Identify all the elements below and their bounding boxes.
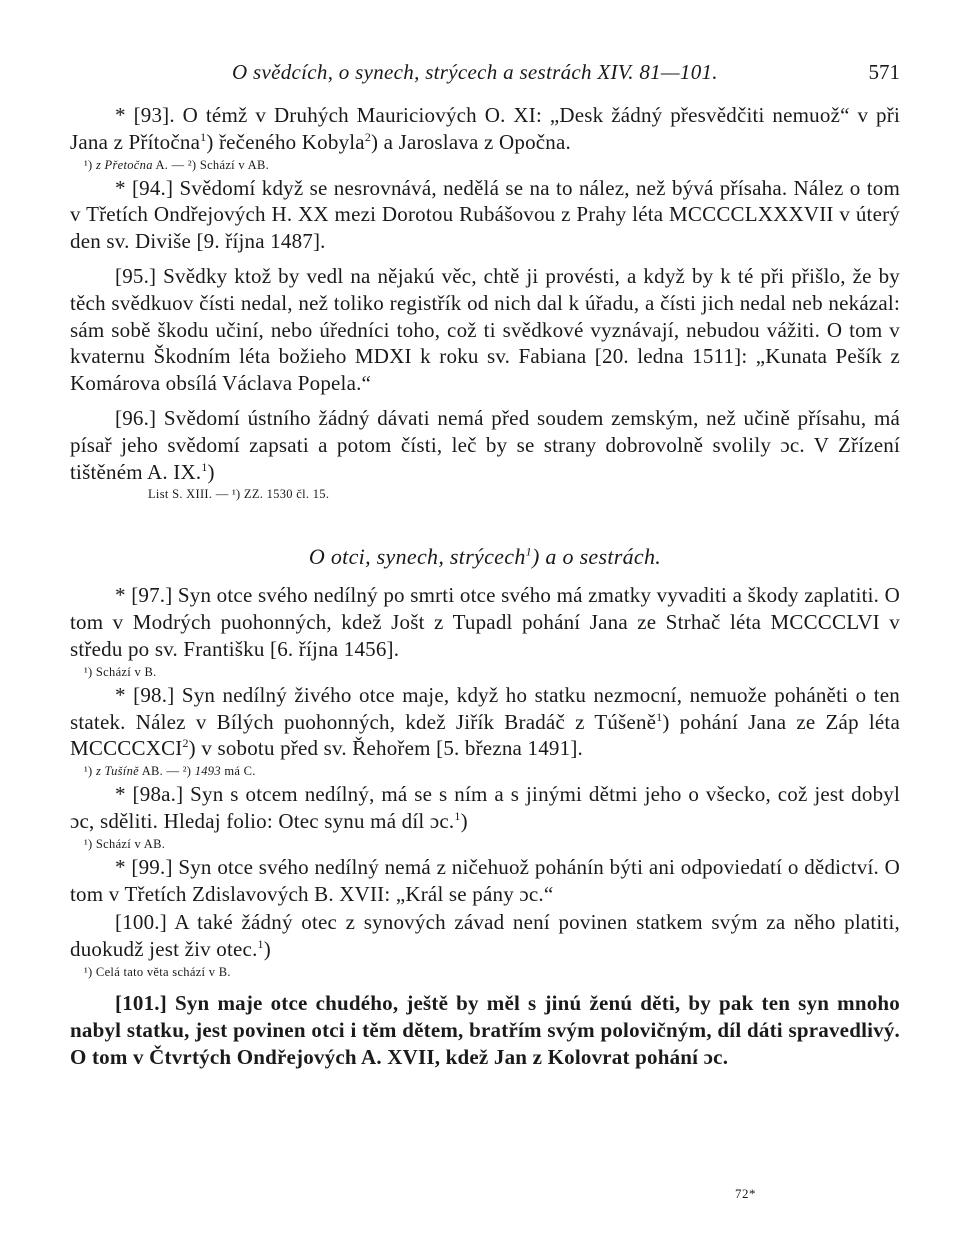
footnote-text-italic: 1493 — [194, 764, 221, 779]
paragraph-100-text: [100.] A také žádný otec z synových závad není povinen statkem svým za něho platiti, duokudž jest živ otec. — [70, 910, 900, 962]
footnote-text: A. — ²) Schází v AB. — [152, 157, 270, 172]
footnote-98 — [84, 762, 900, 781]
paragraph-93 — [70, 102, 900, 156]
footnote-ref: 1 — [525, 545, 532, 560]
footnote-text: ¹) — [84, 157, 96, 172]
paragraph-98-text: * [98.] Syn nedílný živého otce maje, když ho statku nezmocní, nemuože poháněti o ten statek. Nález v Bílých puohonných, kdež Jiřík Bradáč z Túšeně — [70, 682, 900, 734]
paragraph-96-text: ) — [207, 459, 215, 484]
section-title-text: O otci, synech, strýcech — [308, 544, 526, 570]
paragraph-97: * [97.] Syn otce svého nedílný po smrti otce svého má zmatky vyvaditi a škody zaplatiti. O tom v Modrých puohonných, kdež Jošt z Tupadl pohání Jana ze Strhač léta MCCCCLVI v středu po sv. Františku [6. října 1456]. — [70, 583, 900, 661]
paragraph-98 — [70, 682, 900, 762]
paragraph-99: * [99.] Syn otce svého nedílný nemá z ničehuož pohánín býti ani odpoviedatí o dědictví. O tom v Třetích Zdislavových B. XVII: „Král se pány ɔc.“ — [70, 854, 900, 906]
footnote-text: ¹) — [84, 764, 96, 779]
page-header — [70, 60, 900, 90]
paragraph-101: [101.] Syn maje otce chudého, ještě by měl s jinú ženú děti, by pak ten syn mnoho nabyl statku, jest povinen otci i těm dětem, bratřím svým polovičným, díl dáti spravedlivý. O tom v Čtvrtých Ondřejových A. XVII, kdež Jan z Kolovrat pohání ɔc. — [70, 990, 900, 1069]
footnote-96: List S. XIII. — ¹) ZZ. 1530 čl. 15. — [148, 487, 330, 502]
footnote-text-italic: z Přetočna — [95, 157, 153, 172]
footnote-text: má C. — [220, 764, 256, 779]
footnote-ref: 2 — [182, 736, 189, 751]
footnote-ref: 1 — [454, 808, 461, 823]
paragraph-93-text: ) a Jaroslava z Opočna. — [371, 129, 571, 154]
footnote-ref: 1 — [201, 459, 208, 474]
page-number: 571 — [868, 60, 900, 84]
footnote-98a: ¹) Schází v AB. — [84, 836, 166, 851]
signature-mark: 72* — [735, 1186, 756, 1201]
footnote-ref: 1 — [200, 129, 207, 144]
paragraph-98a-text: * [98a.] Syn s otcem nedílný, má se s ním a s jinými dětmi jeho o všecko, což jest dobyl ɔc, sděliti. Hledaj folio: Otec synu má díl ɔc. — [70, 782, 900, 833]
paragraph-100 — [70, 909, 900, 963]
footnote-97: ¹) Schází v B. — [84, 664, 157, 679]
paragraph-98a-text: ) — [460, 808, 468, 833]
paragraph-98a — [70, 781, 900, 835]
paragraph-98-text: ) pohání Jana ze Záp léta MCCCCXCI — [70, 709, 900, 761]
footnote-ref: 2 — [364, 129, 372, 144]
footnote-ref: 1 — [257, 937, 264, 952]
paragraph-93-text: ) řečeného Kobyla — [206, 129, 365, 154]
footnote-text-italic: z Tušíně — [95, 764, 139, 779]
paragraph-96 — [70, 405, 900, 485]
running-head: O svědcích, o synech, strýcech a sestrách XIV. 81—101. — [232, 60, 718, 84]
section-title-text: ) a o sestrách. — [531, 544, 662, 570]
footnote-ref: 1 — [656, 709, 663, 724]
paragraph-95: [95.] Svědky ktož by vedl na nějakú věc, chtě ji provésti, a když by k té při přišlo, že by těch svědkuov čísti nedal, než toliko registřík od nich dal k úřadu, a čísti jich nedal neb nekázal: sám sobě škodu učiní, nebo úředníci toho, což ti svědkové vyznávají, nebudou vážiti. O tom v kvaternu Škodním léta božieho MDXI k roku sv. Fabiana [20. ledna 1511]: „Kunata Pešík z Komárova obsílá Václava Popela.“ — [70, 263, 900, 396]
page-body — [70, 102, 900, 1070]
footnote-93 — [84, 156, 900, 175]
paragraph-96-text: [96.] Svědomí ústního žádný dávati nemá před soudem zemským, než učině přísahu, má písař jeho svědomí zapsati a potom čísti, leč by se strany dobrovolně svolily ɔc. V Zřízení tištěném A. IX. — [70, 405, 900, 484]
footnote-text: AB. — ²) — [138, 764, 195, 779]
paragraph-93-text: * [93]. O témž v Druhých Mauriciových O. XI: „Desk žádný přesvědčiti nemuož“ v při Jana z Přítočna — [70, 103, 900, 154]
footnote-100: ¹) Celá tato věta schází v B. — [84, 964, 231, 979]
paragraph-98-text: ) v sobotu před sv. Řehořem [5. března 1491]. — [188, 736, 583, 761]
paragraph-100-text: ) — [263, 937, 271, 962]
section-title — [70, 544, 900, 570]
paragraph-94: * [94.] Svědomí když se nesrovnává, nedělá se na to nález, než bývá přísaha. Nález o tom v Třetích Ondřejových H. XX mezi Dorotou Rubášovou z Prahy léta MCCCCLXXXVII v úterý den sv. Diviše [9. října 1487]. — [70, 175, 900, 254]
